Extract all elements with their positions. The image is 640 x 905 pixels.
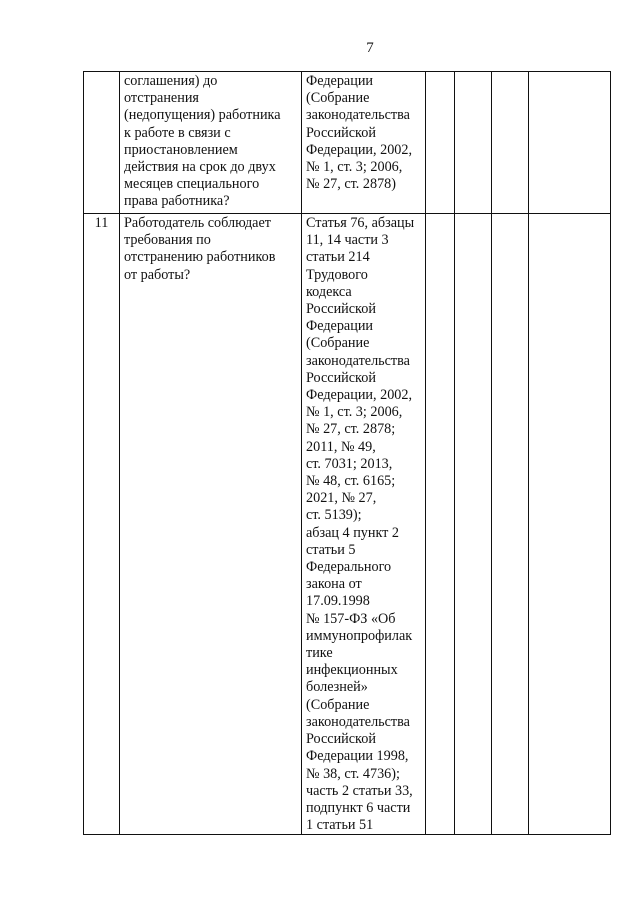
note-cell	[529, 72, 611, 214]
row-number-cell	[84, 72, 120, 214]
answer-na-cell	[492, 72, 529, 214]
question-cell: Работодатель соблюдает требования по отстранению работников от работы?	[120, 214, 302, 835]
legal-reference-cell: Статья 76, абзацы 11, 14 части 3 статьи 214 Трудового кодекса Российской Федерации (Собрание законодательства Российской Федерации, 2002, № 1, ст. 3; 2006, № 27, ст. 2878; 2011, № 49, ст. 7031; 2013, № 48, ст. 6165; 2021, № 27, ст. 5139); абзац 4 пункт 2 статьи 5 Федерального закона от 17.09.1998 № 157-ФЗ «Об иммунопрофилак тике инфекционных болезней» (Собрание законодательства Российской Федерации 1998, № 38, ст. 4736); часть 2 статьи 33, подпункт 6 части 1 статьи 51	[302, 214, 426, 835]
answer-na-cell	[492, 214, 529, 835]
table-row	[84, 214, 611, 835]
row-number-cell: 11	[84, 214, 120, 835]
note-cell	[529, 214, 611, 835]
answer-yes-cell	[426, 72, 455, 214]
table-row	[84, 72, 611, 214]
answer-no-cell	[455, 72, 492, 214]
answer-no-cell	[455, 214, 492, 835]
legal-reference-cell: Федерации (Собрание законодательства Российской Федерации, 2002, № 1, ст. 3; 2006, № 27, ст. 2878)	[302, 72, 426, 214]
page-number: 7	[366, 40, 374, 56]
question-cell: соглашения) до отстранения (недопущения) работника к работе в связи с приостановлением действия на срок до двух месяцев специального права работника?	[120, 72, 302, 214]
answer-yes-cell	[426, 214, 455, 835]
checklist-table	[83, 71, 611, 835]
